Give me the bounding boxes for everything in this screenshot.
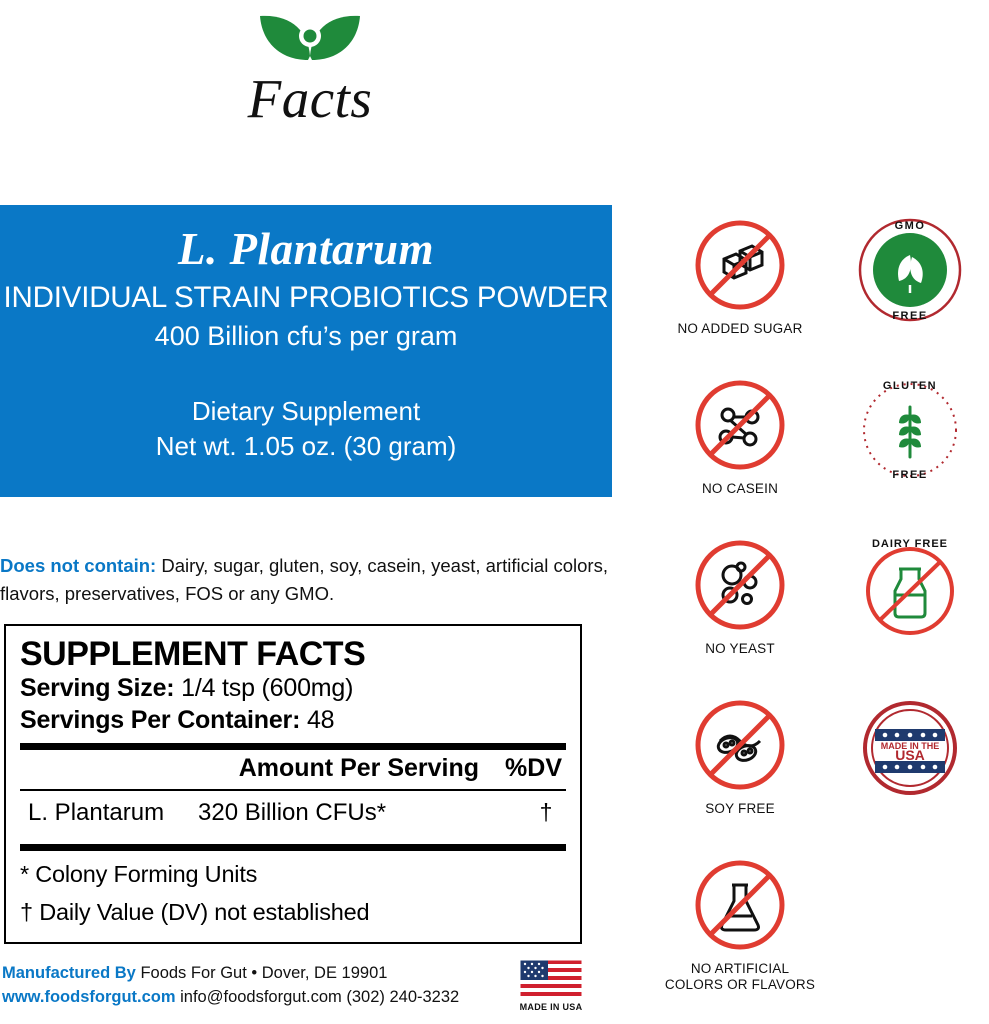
manufactured-by-value: Foods For Gut • Dover, DE 19901	[135, 964, 388, 982]
dairy-free-icon	[830, 533, 989, 643]
made-in-usa-caption: MADE IN USA	[519, 1002, 583, 1012]
manufacturer-footer	[2, 962, 522, 1010]
serving-size-row	[20, 673, 566, 705]
soy-free-badge	[660, 695, 820, 817]
footnote-cfu: * Colony Forming Units	[20, 861, 258, 888]
no-casein-icon	[660, 375, 820, 475]
ingredient-daily-value: †	[539, 799, 553, 826]
gmo-free-icon	[830, 215, 989, 325]
svg-text:MADE IN THE: MADE IN THE	[880, 741, 940, 751]
does-not-contain-text: Dairy, sugar, gluten, soy, casein, yeast, artificial colors, flavors, preservatives, FOS or any GMO.	[0, 555, 608, 604]
divider-thick-top	[20, 743, 566, 750]
product-potency: 400 Billion cfu’s per gram	[154, 321, 458, 352]
no-casein-caption: NO CASEIN	[701, 481, 779, 496]
svg-text:USA: USA	[895, 747, 925, 763]
amount-per-serving-header: Amount Per Serving	[238, 754, 480, 783]
no-added-sugar-caption: NO ADDED SUGAR	[677, 321, 803, 336]
manufactured-by-label: Manufactured By	[2, 964, 136, 982]
svg-text:GMO: GMO	[894, 220, 926, 232]
product-net-weight: Net wt. 1.05 oz. (30 gram)	[155, 431, 457, 462]
soy-free-caption: SOY FREE	[705, 801, 775, 816]
daily-value-header: %DV	[505, 754, 562, 783]
no-artificial-colors-icon	[660, 855, 820, 955]
no-yeast-caption: NO YEAST	[705, 641, 775, 656]
supplement-facts-panel	[4, 624, 582, 944]
svg-text:FREE: FREE	[892, 469, 928, 481]
product-panel	[0, 205, 612, 497]
ingredient-name: L. Plantarum	[28, 799, 165, 827]
svg-text:FREE: FREE	[892, 310, 928, 322]
no-artificial-colors-badge	[660, 855, 820, 993]
manufactured-by-line	[2, 962, 522, 986]
soy-free-icon	[660, 695, 820, 795]
svg-text:GLUTEN: GLUTEN	[882, 380, 938, 392]
svg-text:DAIRY FREE: DAIRY FREE	[871, 538, 949, 550]
no-yeast-icon	[660, 535, 820, 635]
made-in-usa-flag-badge	[512, 960, 590, 1012]
email-link[interactable]: info@foodsforgut.com	[175, 987, 342, 1006]
no-yeast-badge	[660, 535, 820, 657]
leaf-logo-icon	[250, 4, 370, 66]
no-artificial-colors-caption-line2: COLORS OR FLAVORS	[664, 977, 816, 993]
brand-wordmark: Facts	[247, 68, 373, 129]
no-added-sugar-icon	[660, 215, 820, 315]
does-not-contain-label: Does not contain:	[0, 555, 157, 576]
gluten-free-icon	[830, 375, 989, 485]
gmo-free-badge	[830, 215, 989, 331]
website-link[interactable]: www.foodsforgut.com	[2, 987, 176, 1006]
serving-size-label: Serving Size:	[20, 674, 175, 703]
phone-number: (302) 240-3232	[341, 987, 460, 1006]
contact-line	[2, 986, 522, 1010]
divider-thick-bottom	[20, 844, 566, 851]
dairy-free-badge	[830, 533, 989, 649]
table-row	[20, 791, 566, 837]
no-artificial-colors-caption-line1: NO ARTIFICIAL	[690, 961, 790, 976]
product-title: L. Plantarum	[177, 224, 435, 274]
servings-per-container-row	[20, 705, 566, 737]
no-casein-badge	[660, 375, 820, 497]
made-in-usa-badge	[830, 693, 989, 809]
usa-flag-icon	[512, 960, 590, 1000]
brand-header	[0, 0, 620, 129]
footnote-daily-value: † Daily Value (DV) not established	[20, 899, 370, 926]
servings-per-container-value: 48	[300, 705, 335, 734]
made-in-usa-icon	[830, 693, 989, 803]
servings-per-container-label: Servings Per Container:	[20, 705, 301, 734]
does-not-contain	[0, 552, 610, 608]
product-category: Dietary Supplement	[191, 396, 421, 427]
no-added-sugar-badge	[660, 215, 820, 337]
serving-size-value: 1/4 tsp (600mg)	[174, 674, 354, 703]
ingredient-amount: 320 Billion CFUs*	[198, 799, 387, 827]
product-subtitle: INDIVIDUAL STRAIN PROBIOTICS POWDER	[3, 281, 609, 315]
gluten-free-badge	[830, 375, 989, 491]
supplement-facts-title: SUPPLEMENT FACTS	[20, 635, 366, 673]
amount-header-row	[20, 752, 566, 785]
